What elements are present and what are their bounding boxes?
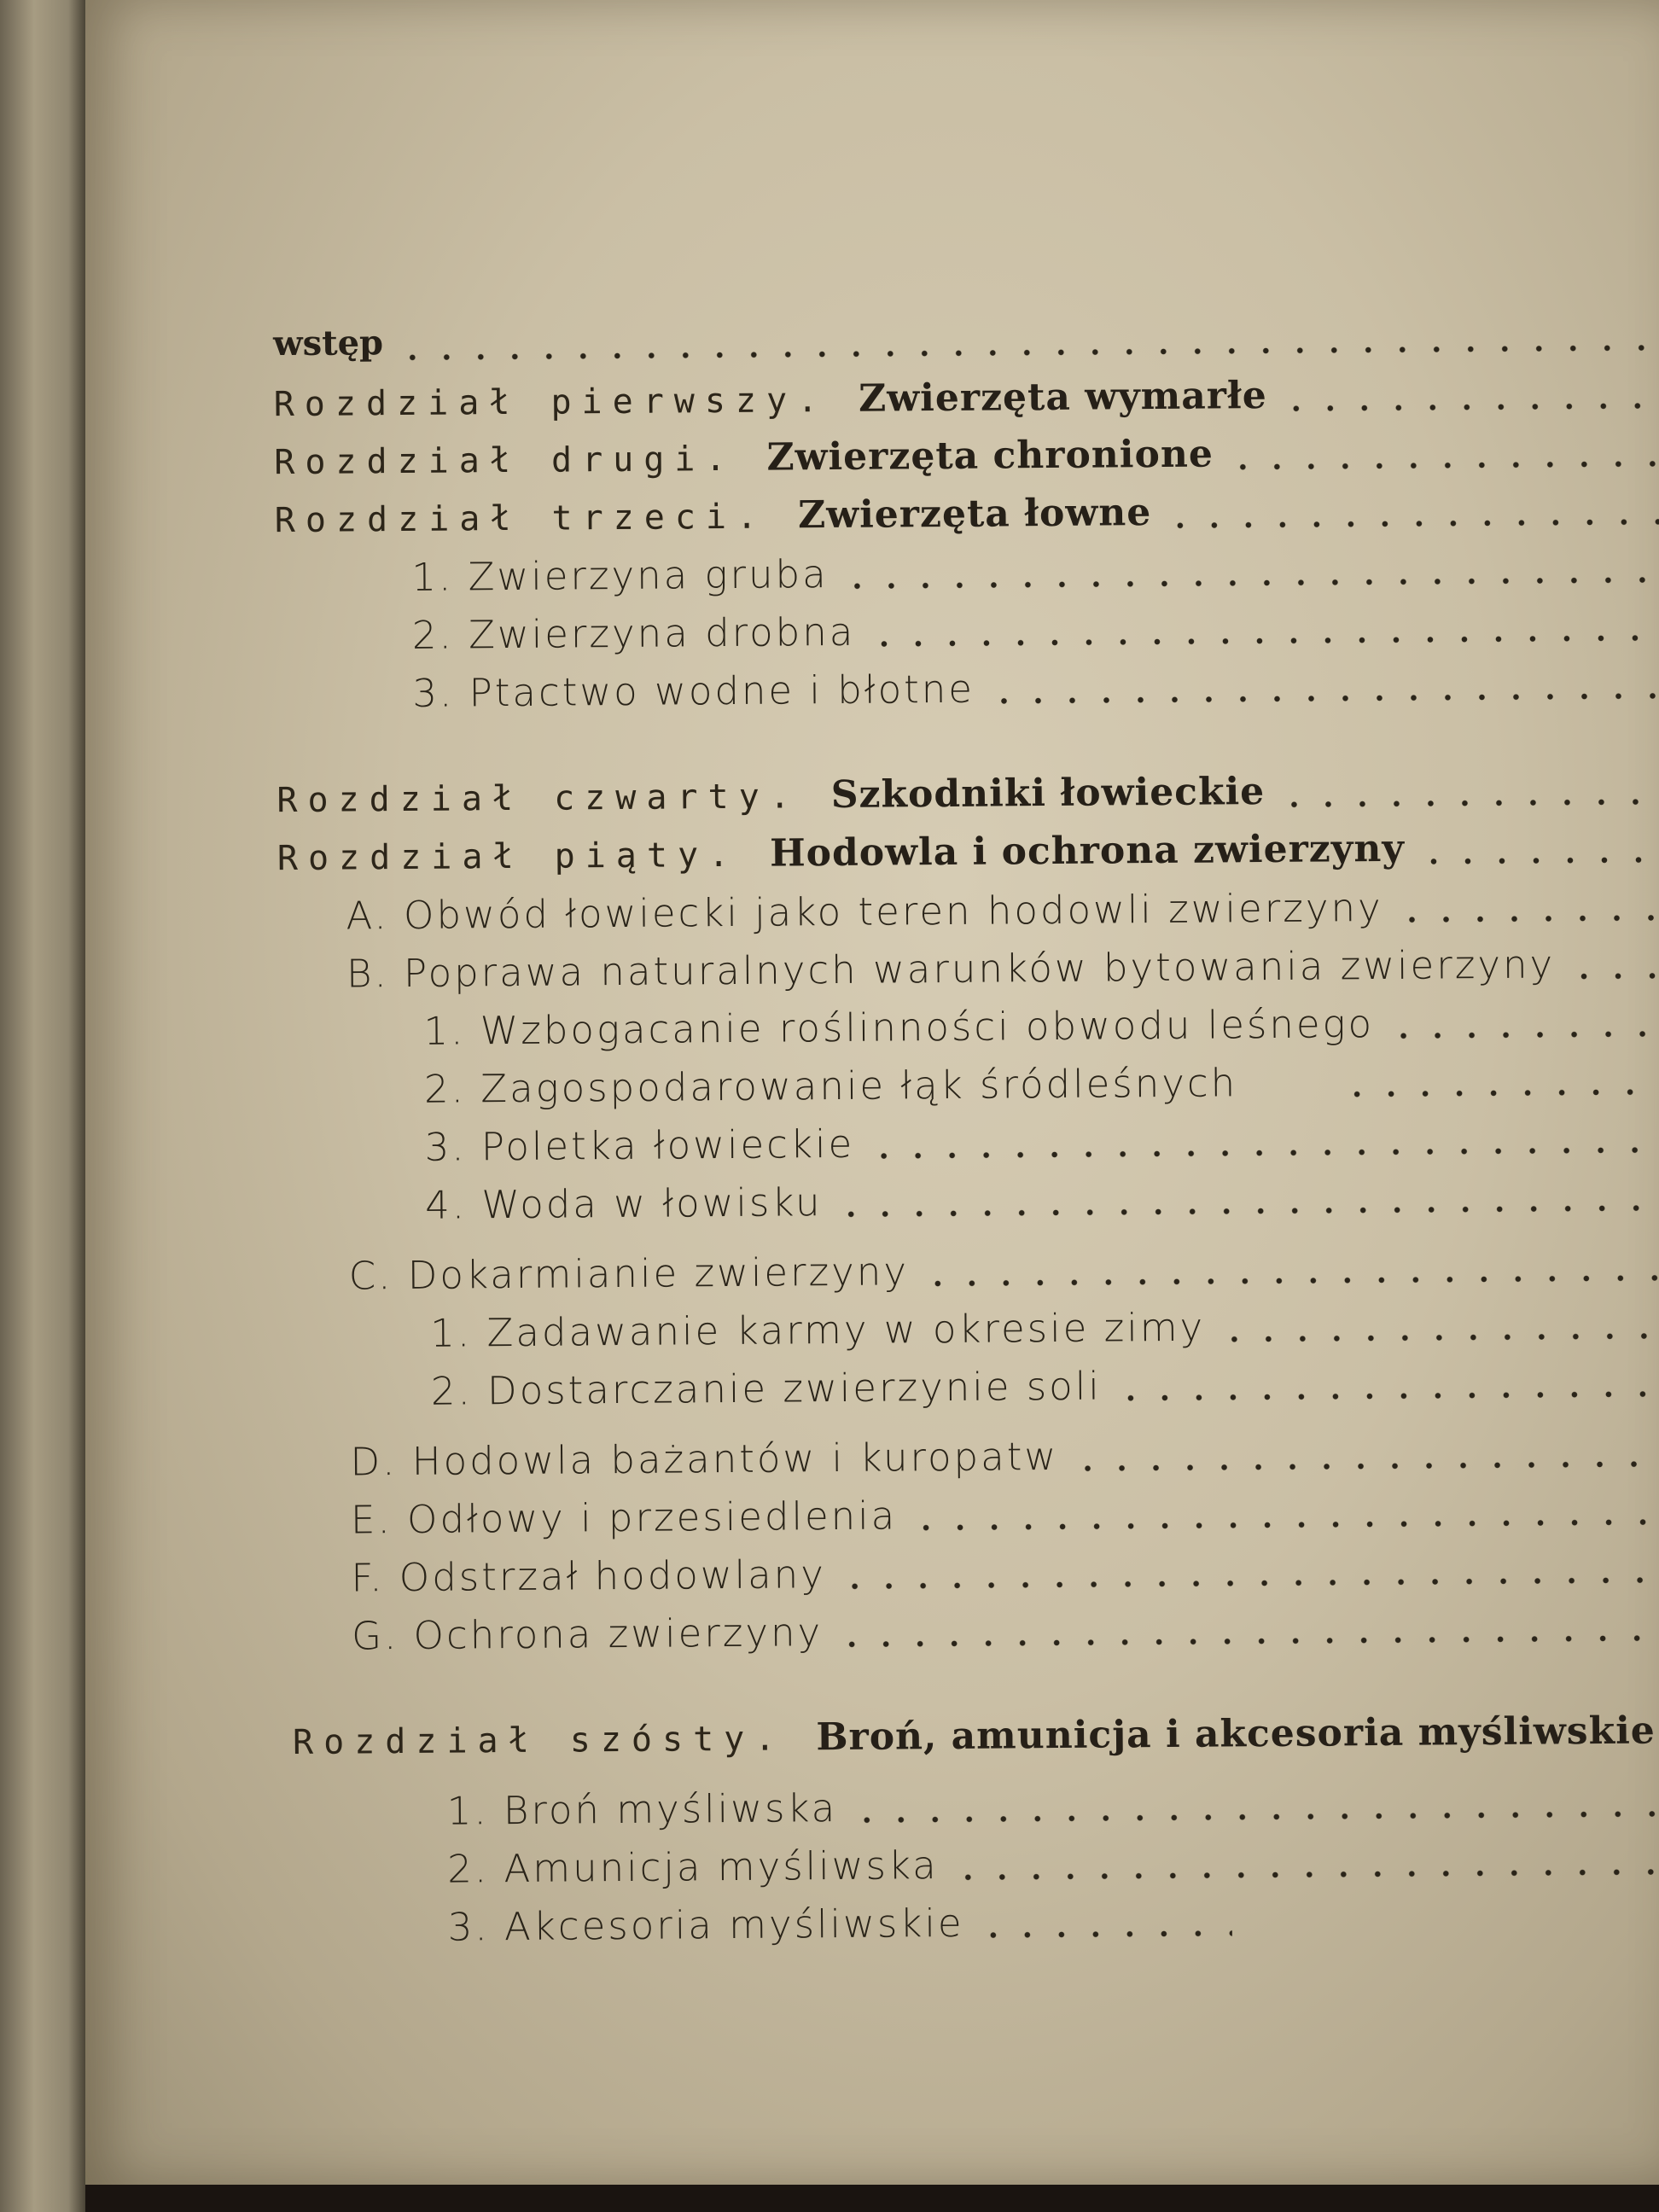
leader-dots [835, 1633, 1659, 1649]
chapter-lead: Rozdział trzeci. [274, 497, 768, 541]
item-title: 1. Broń myśliwska [446, 1784, 838, 1834]
toc-intro-label: wstęp [272, 323, 384, 364]
leader-dots [951, 1867, 1659, 1882]
leader-dots [838, 1575, 1659, 1591]
leader-dots [1417, 855, 1659, 865]
section-title: B. Poprawa naturalnych warunków bytowania zwierzyny [346, 941, 1556, 997]
item-title: 2. Zwierzyna drobna [411, 608, 856, 658]
toc-chapter-6 [190, 1708, 1659, 1778]
leader-dots [1567, 971, 1659, 981]
chapter-title: Hodowla i ochrona zwierzyny [769, 826, 1406, 876]
leader-dots [1163, 517, 1659, 530]
item-title: 3. Poletka łowieckie [424, 1121, 855, 1170]
item-title: 1. Zwierzyna gruba [411, 551, 829, 600]
item-title: 2. Dostarczanie zwierzynie soli [430, 1363, 1102, 1414]
chapter-title: Szkodniki łowieckie [830, 770, 1266, 818]
chapter-lead: Rozdział piąty. [276, 835, 740, 879]
chapter-lead: Rozdział czwarty. [276, 777, 800, 821]
section-title: D. Hodowla bażantów i kuropatw [350, 1433, 1059, 1485]
chapter-lead: Rozdział szósty. [292, 1719, 786, 1763]
leader-dots [835, 1203, 1659, 1219]
leader-dots [867, 633, 1659, 648]
chapter-lead: Rozdział drugi. [274, 439, 736, 483]
section-title: A. Obwód łowiecki jako teren hodowli zwierzyny [346, 884, 1383, 939]
book-spine [0, 0, 85, 2212]
chapter-title: Zwierzęta chronione [766, 432, 1214, 480]
leader-dots [1225, 459, 1659, 471]
leader-dots [987, 691, 1659, 705]
toc-item [182, 661, 1659, 731]
item-title: 4. Woda w łowisku [424, 1179, 823, 1228]
item-title: 1. Wzbogacanie roślinności obwodu leśnego [423, 1001, 1375, 1054]
leader-dots [866, 1145, 1659, 1160]
leader-dots [1340, 1087, 1659, 1098]
leader-dots [849, 1809, 1659, 1825]
toc-item [192, 1895, 1659, 1965]
leader-dots [976, 1929, 1232, 1939]
leader-dots [841, 575, 1659, 591]
leader-dots [1070, 1459, 1659, 1473]
leader-dots [909, 1517, 1659, 1532]
toc-item [186, 1173, 1659, 1243]
chapter-title: Zwierzęta łowne [797, 491, 1152, 538]
toc-item [188, 1359, 1659, 1429]
table-of-contents [179, 312, 1659, 1965]
leader-dots [1386, 1029, 1659, 1040]
item-title: 3. Akcesoria myśliwskie [447, 1900, 964, 1950]
leader-dots [395, 343, 1659, 362]
leader-dots [921, 1273, 1659, 1288]
leader-dots [1217, 1331, 1659, 1343]
item-title: 1. Zadawanie karmy w okresie zimy [430, 1304, 1206, 1356]
toc-section-g [189, 1603, 1659, 1673]
chapter-title: Broń, amunicja i akcesoria myśliwskie [816, 1708, 1656, 1760]
leader-dots [1114, 1389, 1659, 1402]
chapter-title: Zwierzęta wymarłe [858, 373, 1268, 421]
leader-dots [1277, 797, 1659, 809]
book-page [85, 0, 1659, 2185]
chapter-lead: Rozdział pierwszy. [273, 381, 829, 425]
section-title: C. Dokarmianie zwierzyny [348, 1249, 910, 1299]
item-title: 3. Ptactwo wodne i błotne [412, 666, 975, 716]
section-title: F. Odstrzał hodowlany [351, 1551, 827, 1601]
section-title: E. Odłowy i przesiedlenia [350, 1493, 898, 1543]
leader-dots [1279, 401, 1659, 413]
item-title: 2. Zagospodarowanie łąk śródleśnych [423, 1060, 1238, 1112]
leader-dots [1395, 913, 1659, 924]
item-title: 2. Amunicja myśliwska [447, 1842, 939, 1892]
section-title: G. Ochrona zwierzyny [351, 1610, 824, 1659]
